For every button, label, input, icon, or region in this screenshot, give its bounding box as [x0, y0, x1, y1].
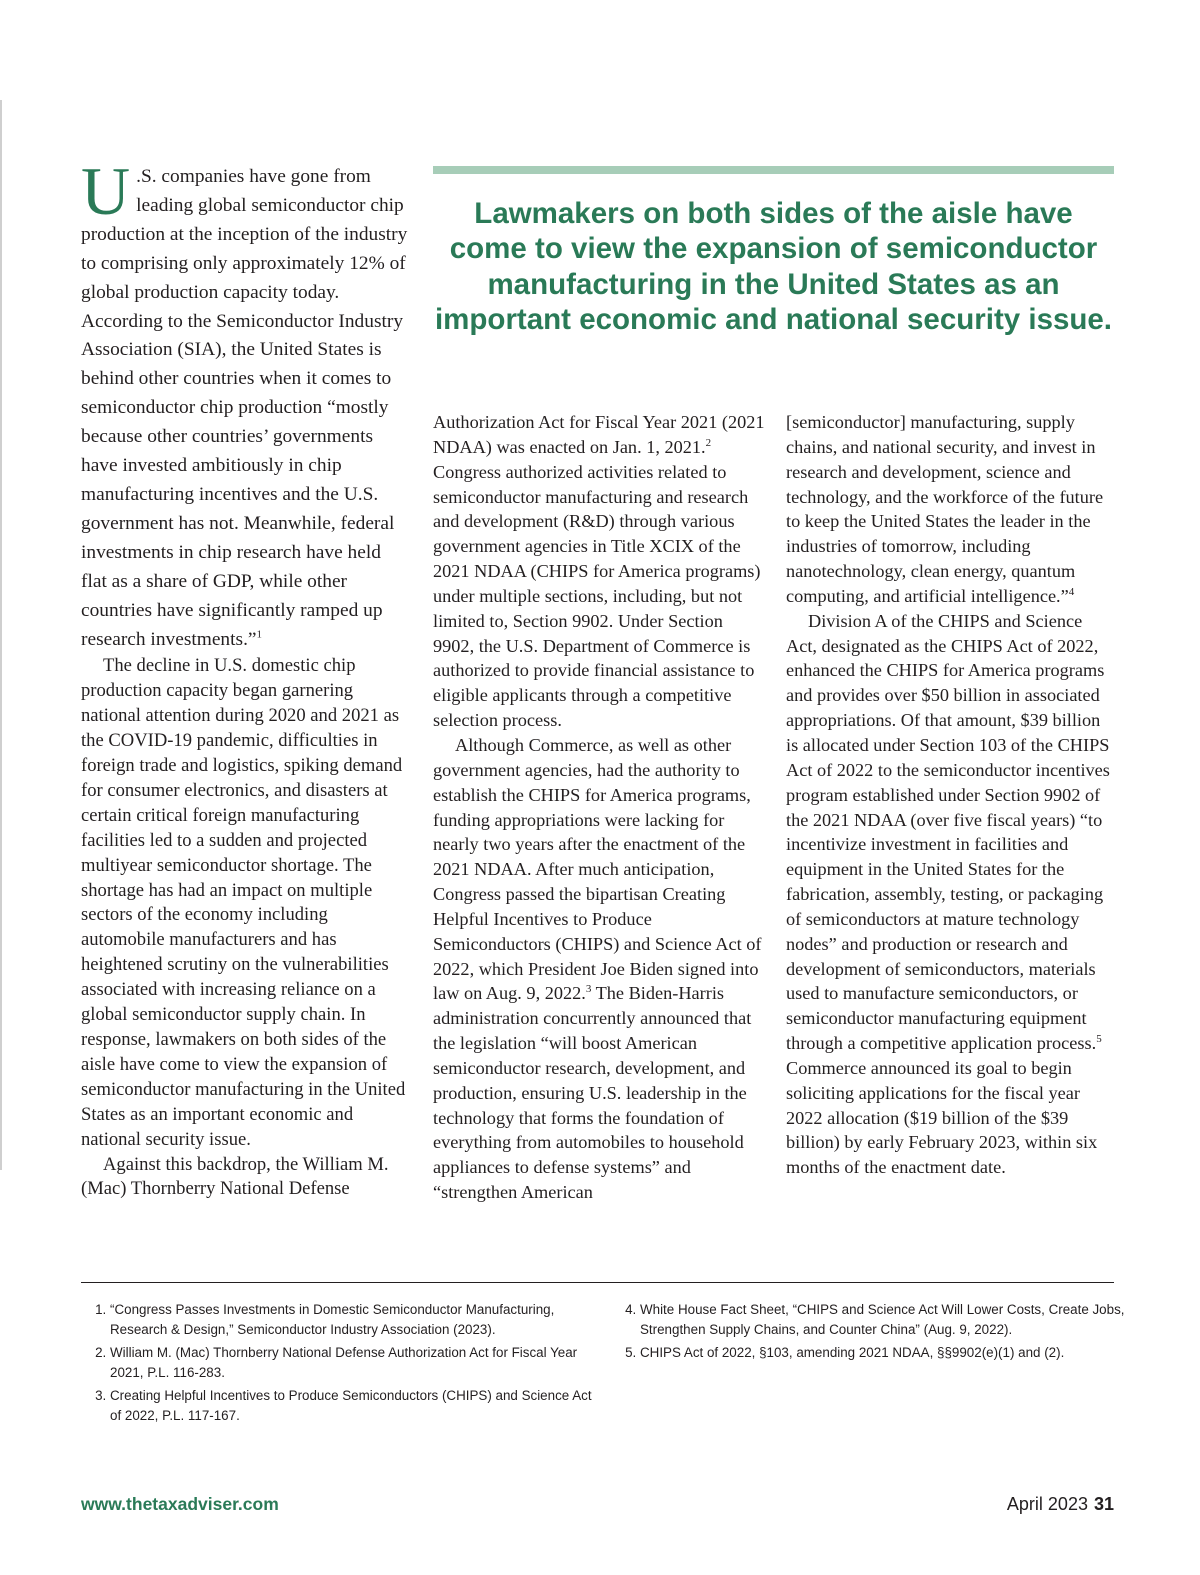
article-paragraph	[81, 153, 411, 654]
issue-date: April 2023	[1006, 1494, 1088, 1514]
page-edge-rule	[0, 100, 2, 1170]
article-paragraph	[433, 733, 768, 1205]
pull-quote: Lawmakers on both sides of the aisle have come to view the expansion of semiconductor manufacturing in the United States as an important economic and national security issue.	[434, 197, 1113, 336]
paragraph-text: Congress authorized activities related to semiconductor manufacturing and research and development (R&D) through various government agencies in Title XCIX of the 2021 NDAA (CHIPS for America programs) under multiple sections, including, but not limited to, Section 9902. Under Section 9902, the U.S. Department of Commerce is authorized to provide financial assistance to eligible applicants through a competitive selection process.	[433, 461, 761, 731]
footnotes-left	[81, 1300, 600, 1429]
article-column-1	[81, 153, 411, 1202]
footnote-rule	[81, 1282, 1114, 1283]
paragraph-text: [semiconductor] manufacturing, supply chains, and national security, and invest in research and development, science and technology, and the workforce of the future to keep the United States the leader in the industries of tomorrow, including nanotechnology, clean energy, quantum computing, and artificial intelligence.”	[786, 412, 1104, 606]
footnotes-right	[611, 1300, 1150, 1366]
article-column-2	[433, 410, 768, 1205]
drop-cap: U	[81, 153, 131, 229]
paragraph-text: Division A of the CHIPS and Science Act, designated as the CHIPS Act of 2022, enhanced the CHIPS for America programs and provides over $50 billion in associated appropriations. Of that amount, $39 billion is allocated under Section 103 of the CHIPS Act of 2022 to the semiconductor incentives program established under Section 9902 of the 2021 NDAA (over five fiscal years) “to incentivize investment in facilities and equipment in the United States for the fabrication, assembly, testing, or packaging of semiconductors at mature technology nodes” and production or research and development of semiconductors, materials used to manufacture semiconductors, or semiconductor manufacturing equipment through a competitive application process.	[786, 610, 1110, 1054]
footer-website-link[interactable]: www.thetaxadviser.com	[81, 1494, 279, 1514]
article-paragraph: The decline in U.S. domestic chip production capacity began garnering national attention during 2020 and 2021 as the COVID-19 pandemic, difficulties in foreign trade and logistics, spiking demand for consumer electronics, and disasters at certain critical foreign manufacturing facilities led to a sudden and projected multiyear semiconductor shortage. The shortage has had an impact on multiple sectors of the economy including automobile manufacturers and has heightened scrutiny on the vulnerabilities associated with increasing reliance on a global semiconductor supply chain. In response, lawmakers on both sides of the aisle have come to view the expansion of semiconductor manufacturing in the United States as an important economic and national security issue.	[81, 655, 406, 1150]
footnote-ref[interactable]: 1	[256, 628, 263, 641]
footnote-item: 2. William M. (Mac) Thornberry National Defense Authorization Act for Fiscal Year 2021, P.L. 116-283.	[110, 1343, 600, 1383]
paragraph-text: The Biden-Harris administration concurrently announced that the legislation “will boost American semiconductor research, development, and production, ensuring U.S. leadership in the technology that forms the foundation of everything from automobiles to household appliances to defense systems” and “strengthen American	[433, 983, 752, 1203]
footnote-ref[interactable]: 2	[705, 436, 712, 449]
paragraph-text: Although Commerce, as well as other government agencies, had the authority to establish the CHIPS for America programs, funding appropriations were lacking for nearly two years after the enactment of the 2021 NDAA. After much anticipation, Congress passed the bipartisan Creating Helpful Incentives to Produce Semiconductors (CHIPS) and Science Act of 2022, which President Joe Biden signed into law on Aug. 9, 2022.	[433, 734, 762, 1004]
article-paragraph	[786, 609, 1116, 1180]
footnote-item: 4. White House Fact Sheet, “CHIPS and Science Act Will Lower Costs, Create Jobs, Strengthen Supply Chains, and Counter China” (Aug. 9, 2022).	[640, 1300, 1150, 1340]
paragraph-text: .S. companies have gone from leading global semiconductor chip production at the inception of the industry to comprising only approximately 12% of global production capacity today. According to the Semiconductor Industry Association (SIA), the United States is behind other countries when it comes to semiconductor chip production “mostly because other countries’ governments have invested ambitiously in chip manufacturing incentives and the U.S. government has not. Meanwhile, federal investments in chip research have held flat as a share of GDP, while other countries have significantly ramped up research investments.”	[81, 166, 408, 650]
article-column-1-lower	[81, 654, 411, 1202]
article-paragraph: Against this backdrop, the William M. (Mac) Thornberry National Defense	[81, 1153, 389, 1200]
footnote-ref[interactable]: 4	[1068, 585, 1075, 598]
article-column-3	[786, 410, 1116, 1180]
pull-quote-bar	[433, 166, 1114, 174]
paragraph-text: Commerce announced its goal to begin soliciting applications for the fiscal year 2022 allocation ($19 billion of the $39 billion) by early February 2023, within six months of the enactment date.	[786, 1057, 1098, 1178]
footnote-ref[interactable]: 5	[1096, 1033, 1102, 1045]
paragraph-text: Authorization Act for Fiscal Year 2021 (2021 NDAA) was enacted on Jan. 1, 2021.	[433, 412, 765, 457]
footnote-ref[interactable]: 3	[585, 983, 592, 996]
footnote-item: 5. CHIPS Act of 2022, §103, amending 2021 NDAA, §§9902(e)(1) and (2).	[640, 1343, 1150, 1363]
page-number: 31	[1093, 1494, 1114, 1514]
article-paragraph	[433, 410, 768, 733]
footer-date-page	[1007, 1494, 1114, 1515]
footnote-item: 1. “Congress Passes Investments in Domestic Semiconductor Manufacturing, Research & Design,” Semiconductor Industry Association (2023).	[110, 1300, 600, 1340]
footnote-item: 3. Creating Helpful Incentives to Produce Semiconductors (CHIPS) and Science Act of 2022, P.L. 117-167.	[110, 1386, 600, 1426]
article-paragraph	[786, 410, 1116, 609]
